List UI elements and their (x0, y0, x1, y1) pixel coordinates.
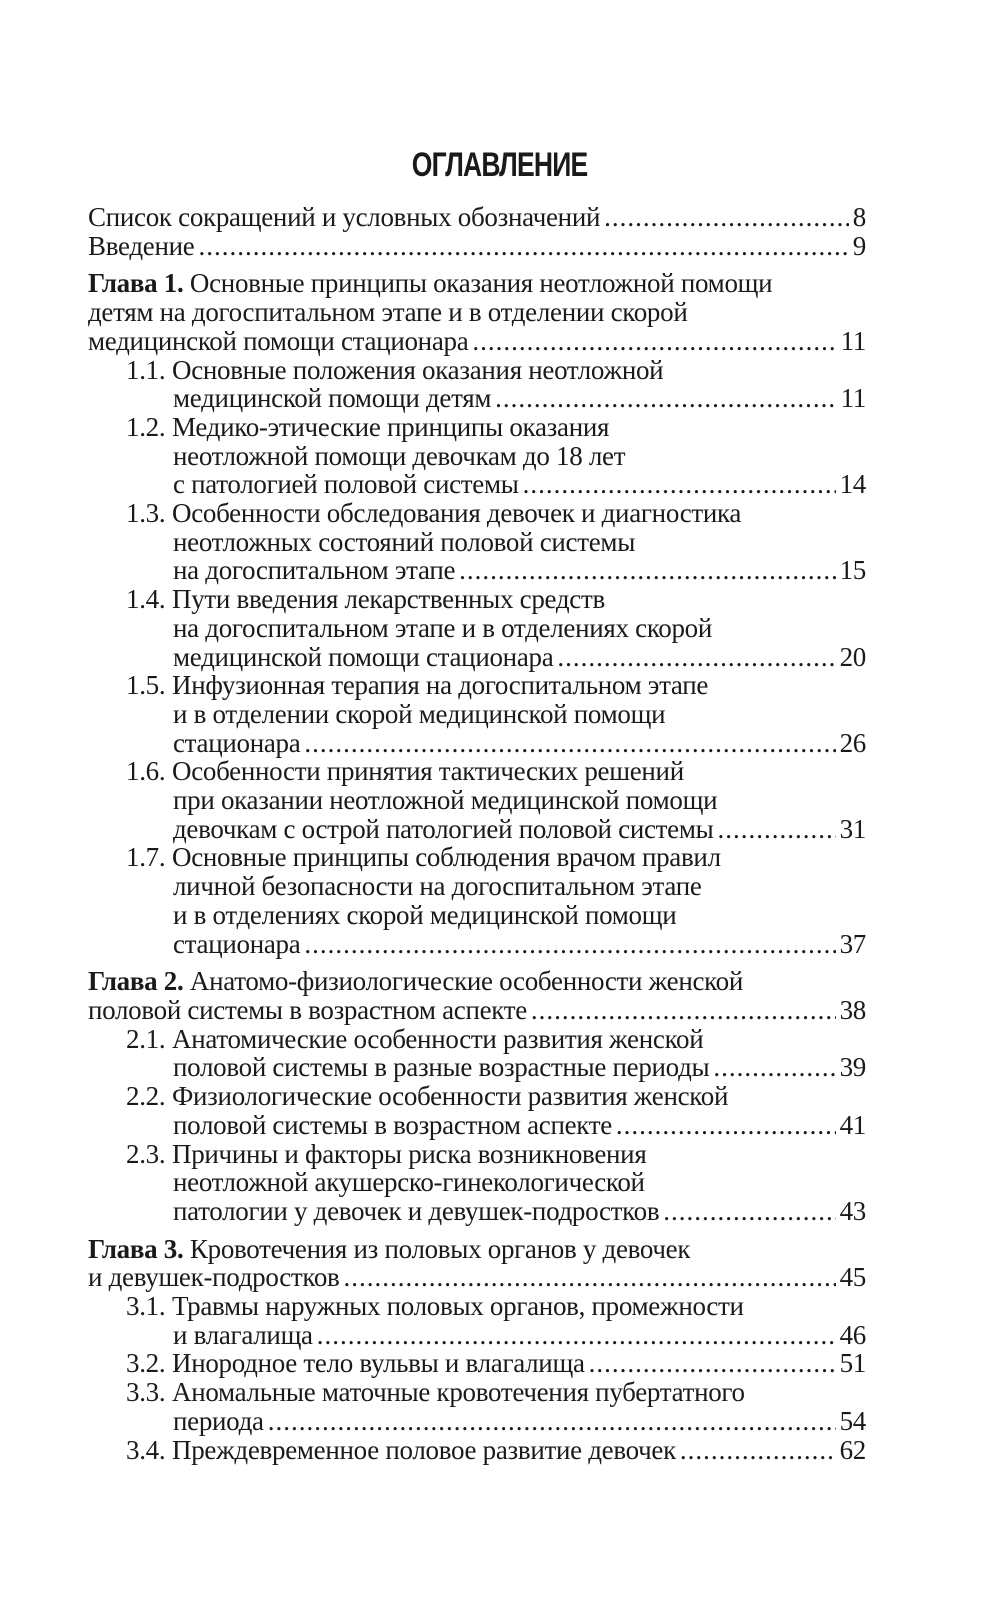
page-number: 39 (839, 1052, 866, 1083)
section-number: 1.7. (126, 842, 166, 873)
page-number: 43 (839, 1195, 866, 1226)
toc-line (88, 1349, 866, 1378)
entry-text (173, 700, 665, 729)
page-number: 31 (839, 813, 866, 844)
entry-title-line: Травмы наружных половых органов, промежности (172, 1291, 744, 1322)
entry-title-line: личной безопасности на догоспитальном этапе (173, 871, 702, 902)
chapter-label: Глава 1. (88, 268, 184, 299)
toc-line (88, 1053, 866, 1082)
toc-line (88, 470, 866, 499)
entry-title-line: и влагалища (173, 1319, 313, 1350)
entry-title-line: Основные положения оказания неотложной (172, 354, 664, 385)
toc-line (88, 499, 866, 528)
section-number: 3.4. (126, 1434, 166, 1465)
toc-line (88, 1168, 866, 1197)
toc-section[interactable] (88, 356, 866, 413)
section-number: 3.2. (126, 1348, 166, 1379)
chapter-label: Глава 2. (88, 966, 184, 997)
entry-text (126, 1025, 703, 1054)
entry-title-line: медицинской помощи стационара (88, 325, 469, 356)
entry-title-line: Кровотечения из половых органов у девочек (189, 1233, 691, 1264)
dot-leader (304, 729, 835, 758)
entry-text (173, 1111, 612, 1140)
entry-text (173, 470, 519, 499)
entry-text (173, 1053, 709, 1082)
entry-title-line: Список сокращений и условных обозначений (88, 202, 601, 232)
page-number: 41 (839, 1109, 866, 1140)
entry-title-line: Аномальные маточные кровотечения пубертатного (172, 1377, 745, 1408)
section-number: 2.3. (126, 1138, 166, 1169)
entry-text (126, 1292, 744, 1321)
entry-text (126, 1349, 585, 1378)
entry-title-line: девочкам с острой патологией половой системы (173, 813, 714, 844)
page-number: 45 (839, 1262, 866, 1293)
toc-chapter[interactable] (88, 967, 866, 1024)
page-number: 20 (839, 641, 866, 672)
entry-title-line: при оказании неотложной медицинской помощи (173, 785, 718, 816)
table-of-contents (88, 203, 866, 1464)
dot-leader (495, 384, 836, 413)
entry-title-line: и в отделениях скорой медицинской помощи (173, 899, 677, 930)
entry-text (173, 442, 625, 471)
toc-line (88, 1235, 866, 1264)
entry-text (88, 298, 687, 327)
entry-title-line: медицинской помощи детям (173, 383, 492, 414)
dot-leader (472, 327, 836, 356)
entry-text (88, 327, 468, 356)
dot-leader (616, 1111, 836, 1140)
entry-title-line: с патологией половой системы (173, 469, 519, 500)
toc-line (88, 757, 866, 786)
section-number: 1.5. (126, 670, 166, 701)
section-number: 3.3. (126, 1377, 166, 1408)
toc-line (88, 442, 866, 471)
entry-title-line: неотложной помощи девочкам до 18 лет (173, 440, 626, 471)
entry-text (88, 232, 194, 261)
toc-line (88, 786, 866, 815)
toc-line (88, 1378, 866, 1407)
page-number: 11 (840, 383, 866, 414)
entry-text (173, 872, 702, 901)
toc-line (88, 384, 866, 413)
entry-text (88, 203, 600, 232)
entry-title-line: медицинской помощи стационара (173, 641, 554, 672)
dot-leader (268, 1407, 836, 1436)
entry-title-line: Введение (88, 230, 195, 261)
entry-title-line: половой системы в разные возрастные периоды (173, 1052, 710, 1083)
dot-leader (713, 1053, 835, 1082)
section-number: 1.4. (126, 584, 166, 615)
toc-section[interactable] (88, 671, 866, 757)
toc-line (88, 585, 866, 614)
section-number: 1.3. (126, 498, 166, 529)
toc-line (88, 356, 866, 385)
entry-text (126, 1082, 728, 1111)
entry-title-line: Особенности принятия тактических решений (172, 756, 684, 787)
toc-line (88, 843, 866, 872)
entry-title-line: стационара (173, 928, 301, 959)
page-number: 26 (839, 727, 866, 758)
toc-line (88, 872, 866, 901)
entry-text (173, 930, 300, 959)
dot-leader (344, 1263, 836, 1292)
dot-leader (557, 643, 835, 672)
toc-line (88, 643, 866, 672)
dot-leader (717, 815, 835, 844)
entry-title-line: половой системы в возрастном аспекте (173, 1109, 612, 1140)
toc-line (88, 232, 866, 261)
page-number: 38 (839, 994, 866, 1025)
toc-line (88, 815, 866, 844)
entry-text (126, 843, 721, 872)
toc-section[interactable] (88, 1436, 866, 1465)
toc-section[interactable] (88, 843, 866, 958)
entry-text (173, 384, 491, 413)
page-number: 9 (852, 230, 866, 261)
entry-title-line: стационара (173, 727, 301, 758)
toc-line (88, 700, 866, 729)
entry-text (126, 671, 708, 700)
toc-line (88, 1197, 866, 1226)
entry-title-line: Инородное тело вульвы и влагалища (172, 1348, 585, 1379)
toc-line (88, 413, 866, 442)
dot-leader (680, 1436, 836, 1465)
toc-section[interactable] (88, 585, 866, 671)
toc-line (88, 729, 866, 758)
entry-title-line: Анатомо-физиологические особенности женской (189, 966, 743, 997)
toc-line (88, 528, 866, 557)
toc-entry[interactable] (88, 232, 866, 261)
page-number: 37 (839, 928, 866, 959)
page-number: 8 (852, 202, 866, 232)
entry-text (126, 413, 609, 442)
entry-title-line: Преждевременное половое развитие девочек (172, 1434, 676, 1465)
entry-text (88, 996, 527, 1025)
page-title (0, 146, 1000, 185)
section-number: 1.6. (126, 756, 166, 787)
toc-line (88, 1263, 866, 1292)
entry-title-line: и в отделении скорой медицинской помощи (173, 698, 666, 729)
section-number: 3.1. (126, 1291, 166, 1322)
dot-leader (304, 930, 835, 959)
toc-line (88, 671, 866, 700)
dot-leader (198, 232, 848, 261)
toc-line (88, 327, 866, 356)
entry-title-line: и девушек-подростков (88, 1262, 340, 1293)
entry-title-line: Анатомические особенности развития женской (172, 1023, 704, 1054)
entry-text (126, 1378, 745, 1407)
entry-title-line: Физиологические особенности развития женской (172, 1081, 729, 1112)
entry-title-line: неотложных состояний половой системы (173, 526, 636, 557)
toc-section[interactable] (88, 1349, 866, 1378)
entry-text (173, 815, 713, 844)
toc-section[interactable] (88, 413, 866, 499)
entry-text (173, 556, 455, 585)
toc-line (88, 1407, 866, 1436)
toc-line (88, 1321, 866, 1350)
page-number: 15 (839, 555, 866, 586)
toc-chapter[interactable] (88, 1235, 866, 1292)
entry-text (88, 967, 743, 996)
entry-text (88, 1263, 340, 1292)
toc-section[interactable] (88, 757, 866, 843)
toc-line (88, 298, 866, 327)
entry-text (173, 1407, 264, 1436)
entry-title-line: патологии у девочек и девушек-подростков (173, 1195, 660, 1226)
entry-text (88, 269, 772, 298)
toc-section[interactable] (88, 499, 866, 585)
dot-leader (317, 1321, 836, 1350)
dot-leader (459, 556, 835, 585)
entry-title-line: половой системы в возрастном аспекте (88, 994, 527, 1025)
toc-line (88, 1111, 866, 1140)
page-number: 54 (839, 1405, 866, 1436)
entry-text (88, 1235, 690, 1264)
page-number: 11 (840, 325, 866, 356)
toc-section[interactable] (88, 1025, 866, 1082)
entry-title-line: Особенности обследования девочек и диагностика (172, 498, 742, 529)
entry-text (173, 729, 300, 758)
toc-line (88, 1082, 866, 1111)
toc-line (88, 269, 866, 298)
page-number: 14 (839, 469, 866, 500)
toc-line (88, 614, 866, 643)
entry-title-line: Причины и факторы риска возникновения (172, 1138, 647, 1169)
entry-title-line: Медико-этические принципы оказания (172, 411, 610, 442)
entry-title-line: на догоспитальном этапе и в отделениях скорой (173, 612, 713, 643)
dot-leader (523, 470, 836, 499)
entry-title-line: Основные принципы соблюдения врачом правил (172, 842, 721, 873)
entry-text (173, 1321, 313, 1350)
toc-line (88, 967, 866, 996)
page-number: 46 (839, 1319, 866, 1350)
toc-section[interactable] (88, 1140, 866, 1226)
dot-leader (604, 203, 849, 232)
entry-title-line: детям на догоспитальном этапе и в отделении скорой (88, 297, 688, 328)
entry-text (126, 356, 663, 385)
toc-section[interactable] (88, 1082, 866, 1139)
page-number: 62 (839, 1434, 866, 1465)
chapter-label: Глава 3. (88, 1233, 184, 1264)
page-number: 51 (839, 1348, 866, 1379)
section-number: 1.2. (126, 411, 166, 442)
toc-section[interactable] (88, 1378, 866, 1435)
page-title-text: ОГЛАВЛЕНИЕ (412, 146, 588, 184)
toc-line (88, 930, 866, 959)
toc-chapter[interactable] (88, 269, 866, 355)
entry-text (126, 1140, 646, 1169)
entry-title-line: неотложной акушерско-гинекологической (173, 1167, 645, 1198)
entry-text (173, 1168, 645, 1197)
toc-line (88, 1292, 866, 1321)
toc-line (88, 1025, 866, 1054)
section-number: 2.1. (126, 1023, 166, 1054)
entry-title-line: Основные принципы оказания неотложной помощи (189, 268, 773, 299)
entry-title-line: на догоспитальном этапе (173, 555, 456, 586)
toc-line (88, 1436, 866, 1465)
toc-line (88, 203, 866, 232)
dot-leader (531, 996, 836, 1025)
dot-leader (589, 1349, 836, 1378)
section-number: 1.1. (126, 354, 166, 385)
toc-line (88, 901, 866, 930)
entry-text (126, 585, 605, 614)
entry-title-line: периода (173, 1405, 264, 1436)
entry-text (173, 901, 676, 930)
entry-text (126, 757, 684, 786)
entry-text (173, 786, 717, 815)
toc-section[interactable] (88, 1292, 866, 1349)
entry-title-line: Инфузионная терапия на догоспитальном этапе (172, 670, 709, 701)
entry-text (173, 643, 553, 672)
entry-text (173, 528, 635, 557)
dot-leader (663, 1197, 835, 1226)
toc-line (88, 1140, 866, 1169)
entry-text (126, 499, 741, 528)
entry-title-line: Пути введения лекарственных средств (172, 584, 605, 615)
toc-line (88, 556, 866, 585)
entry-text (126, 1436, 676, 1465)
toc-line (88, 996, 866, 1025)
entry-text (173, 1197, 659, 1226)
toc-entry[interactable] (88, 203, 866, 232)
entry-text (173, 614, 712, 643)
section-number: 2.2. (126, 1081, 166, 1112)
